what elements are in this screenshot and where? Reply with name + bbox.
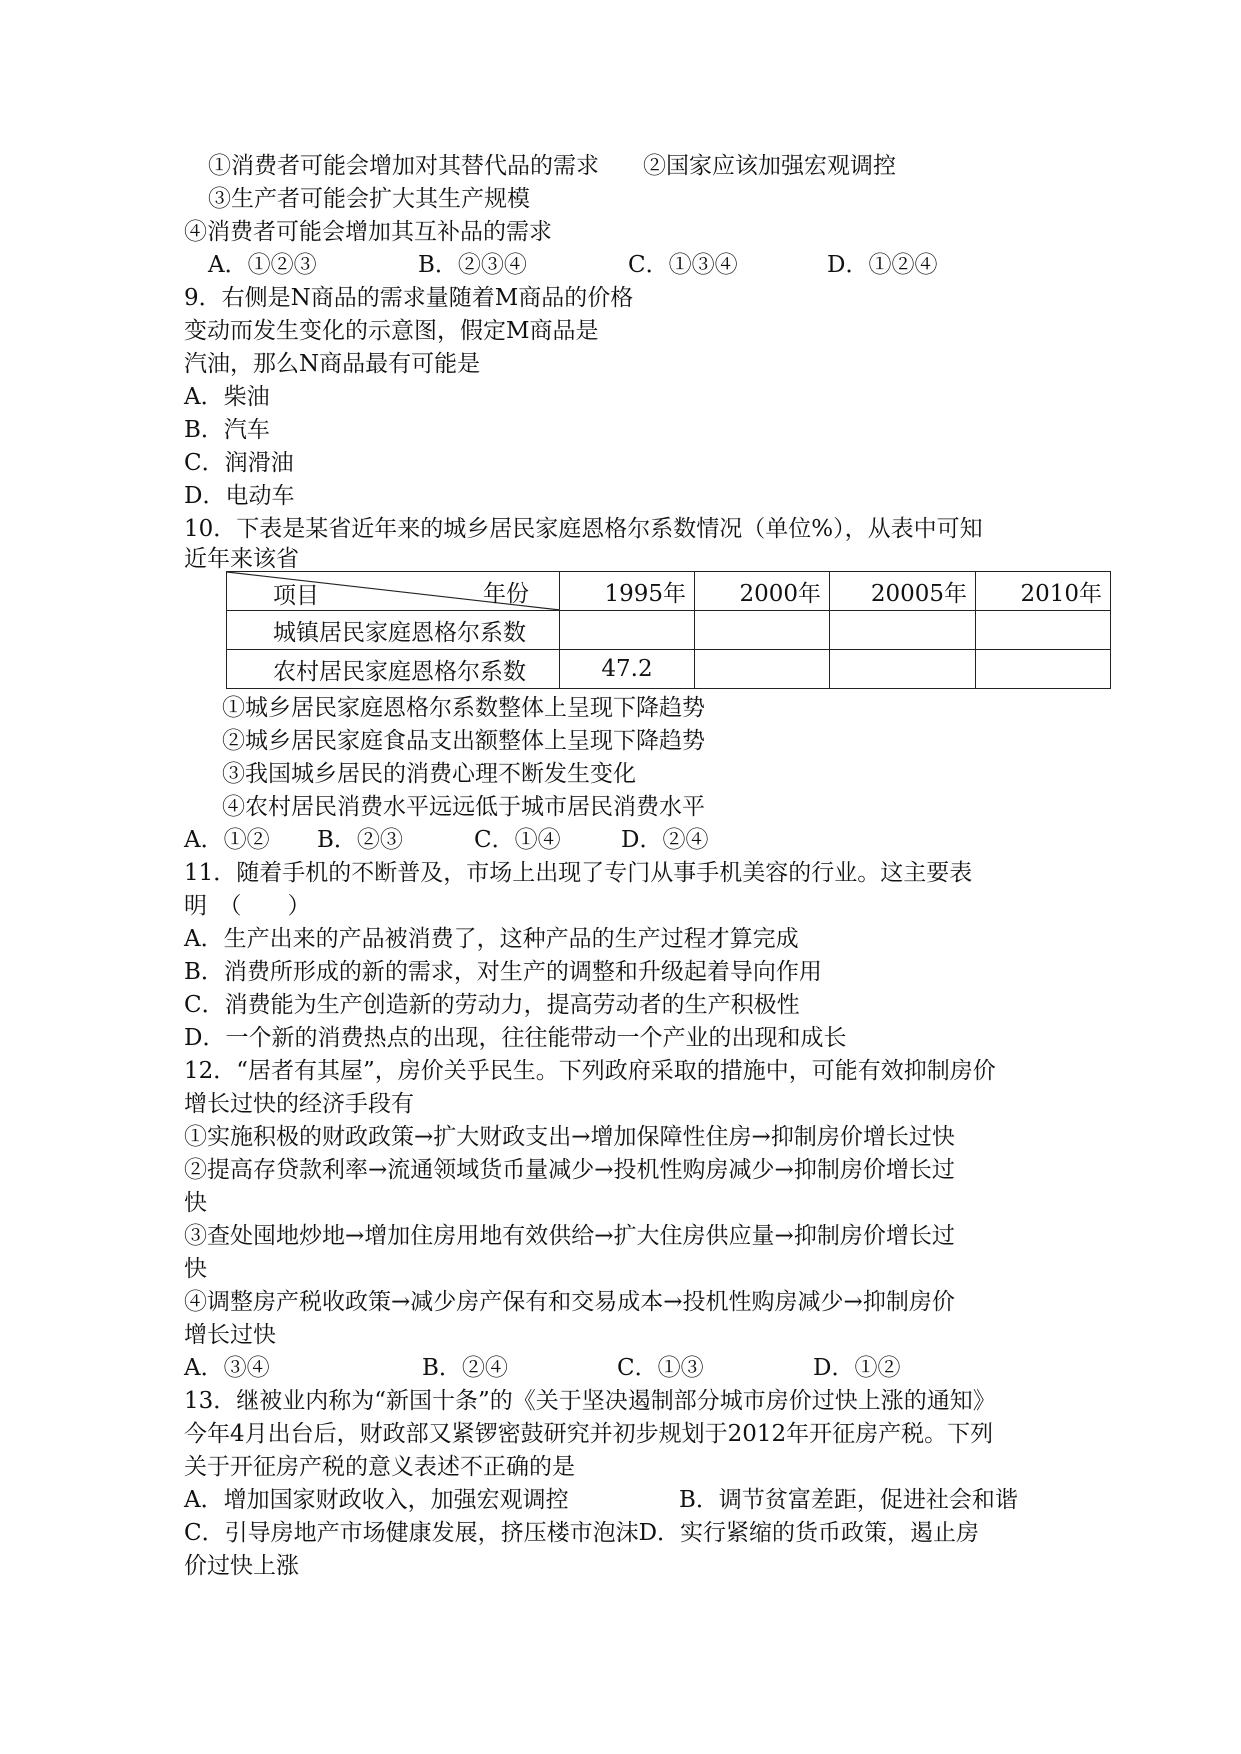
header-item: 项目 xyxy=(273,583,319,609)
table-cell xyxy=(695,611,830,650)
q9-choice-a: A．柴油 xyxy=(184,384,270,410)
year-header: 2010年 xyxy=(976,572,1111,611)
q8-choice-a: A．①②③ xyxy=(208,252,317,278)
q8-choice-b: B．②③④ xyxy=(418,252,527,278)
q12-option-1: ①实施积极的财政政策→扩大财政支出→增加保障性住房→抑制房价增长过快 xyxy=(184,1124,955,1150)
q9-choice-d: D．电动车 xyxy=(184,483,295,509)
q9-choice-b: B．汽车 xyxy=(184,417,270,443)
q11-choice-a: A．生产出来的产品被消费了，这种产品的生产过程才算完成 xyxy=(184,926,799,952)
q8-option-1: ①消费者可能会增加对其替代品的需求 xyxy=(208,153,599,179)
q12-option-4-cont: 增长过快 xyxy=(184,1322,276,1348)
table-cell xyxy=(830,650,976,689)
q12-option-2-cont: 快 xyxy=(184,1190,207,1216)
q10-option-4: ④农村居民消费水平远远低于城市居民消费水平 xyxy=(222,794,705,820)
q13-stem-line-3: 关于开征房产税的意义表述不正确的是 xyxy=(184,1454,575,1480)
table-corner-cell xyxy=(227,572,560,611)
q11-stem-line-2: 明 （ ） xyxy=(184,893,311,919)
q12-choice-b: B．②④ xyxy=(422,1355,508,1381)
q8-choice-d: D．①②④ xyxy=(827,252,938,278)
q12-option-3: ③查处囤地炒地→增加住房用地有效供给→扩大住房供应量→抑制房价增长过 xyxy=(184,1223,955,1249)
table-cell xyxy=(976,650,1111,689)
q11-choice-b: B．消费所形成的新的需求，对生产的调整和升级起着导向作用 xyxy=(184,959,822,985)
q10-stem-line-1: 10．下表是某省近年来的城乡居民家庭恩格尔系数情况（单位%），从表中可知 xyxy=(184,516,983,542)
q13-choice-c-d: C．引导房地产市场健康发展，挤压楼市泡沫D．实行紧缩的货币政策，遏止房 xyxy=(184,1520,980,1546)
q10-option-1: ①城乡居民家庭恩格尔系数整体上呈现下降趋势 xyxy=(222,695,705,721)
q13-stem-line-1: 13．继被业内称为“新国十条”的《关于坚决遏制部分城市房价过快上涨的通知》 xyxy=(184,1388,996,1414)
q12-choice-a: A．③④ xyxy=(184,1355,270,1381)
table-header-row xyxy=(227,572,1111,611)
q9-choice-c: C．润滑油 xyxy=(184,450,294,476)
year-header: 2000年 xyxy=(695,572,830,611)
table-cell xyxy=(830,611,976,650)
q9-stem-line-1: 9．右侧是N商品的需求量随着M商品的价格 xyxy=(184,285,634,311)
q13-choice-a: A．增加国家财政收入，加强宏观调控 xyxy=(184,1487,569,1513)
q10-choice-b: B．②③ xyxy=(317,827,403,853)
q10-stem-line-2: 近年来该省 xyxy=(184,546,299,572)
table-cell: 47.2 xyxy=(560,650,695,689)
row-label-rural: 农村居民家庭恩格尔系数 xyxy=(227,650,560,689)
q13-choice-b: B．调节贫富差距，促进社会和谐 xyxy=(679,1487,1018,1513)
header-year: 年份 xyxy=(483,581,529,607)
table-row xyxy=(227,611,1111,650)
year-header: 20005年 xyxy=(830,572,976,611)
table-cell xyxy=(976,611,1111,650)
q12-option-3-cont: 快 xyxy=(184,1256,207,1282)
q12-choice-c: C．①③ xyxy=(617,1355,704,1381)
table-cell xyxy=(560,611,695,650)
year-header: 1995年 xyxy=(560,572,695,611)
q10-choice-d: D．②④ xyxy=(621,827,709,853)
q8-option-2: ②国家应该加强宏观调控 xyxy=(643,153,896,179)
q12-stem-line-1: 12．“居者有其屋”，房价关乎民生。下列政府采取的措施中，可能有效抑制房价 xyxy=(184,1058,996,1084)
q10-choice-c: C．①④ xyxy=(474,827,561,853)
q11-choice-d: D．一个新的消费热点的出现，往往能带动一个产业的出现和成长 xyxy=(184,1025,847,1051)
q12-option-2: ②提高存贷款利率→流通领域货币量减少→投机性购房减少→抑制房价增长过 xyxy=(184,1157,955,1183)
q13-stem-line-2: 今年4月出台后，财政部又紧锣密鼓研究并初步规划于2012年开征房产税。下列 xyxy=(184,1421,994,1447)
q9-stem-line-2: 变动而发生变化的示意图，假定M商品是 xyxy=(184,318,599,344)
q12-choice-d: D．①② xyxy=(813,1355,901,1381)
q8-option-4: ④消费者可能会增加其互补品的需求 xyxy=(184,219,552,245)
q12-option-4: ④调整房产税收政策→减少房产保有和交易成本→投机性购房减少→抑制房价 xyxy=(184,1289,955,1315)
table-cell xyxy=(695,650,830,689)
q10-option-3: ③我国城乡居民的消费心理不断发生变化 xyxy=(222,761,636,787)
q10-choice-a: A．①② xyxy=(184,827,270,853)
table-row xyxy=(227,650,1111,689)
q9-stem-line-3: 汽油，那么N商品最有可能是 xyxy=(184,351,481,377)
q13-choice-d-cont: 价过快上涨 xyxy=(184,1553,299,1579)
q8-option-3: ③生产者可能会扩大其生产规模 xyxy=(208,186,530,212)
q11-stem-line-1: 11．随着手机的不断普及，市场上出现了专门从事手机美容的行业。这主要表 xyxy=(184,860,973,886)
q11-choice-c: C．消费能为生产创造新的劳动力，提高劳动者的生产积极性 xyxy=(184,992,800,1018)
row-label-urban: 城镇居民家庭恩格尔系数 xyxy=(227,611,560,650)
engel-coefficient-table xyxy=(226,571,1111,689)
q10-option-2: ②城乡居民家庭食品支出额整体上呈现下降趋势 xyxy=(222,728,705,754)
q12-stem-line-2: 增长过快的经济手段有 xyxy=(184,1091,414,1117)
q8-choice-c: C．①③④ xyxy=(628,252,738,278)
